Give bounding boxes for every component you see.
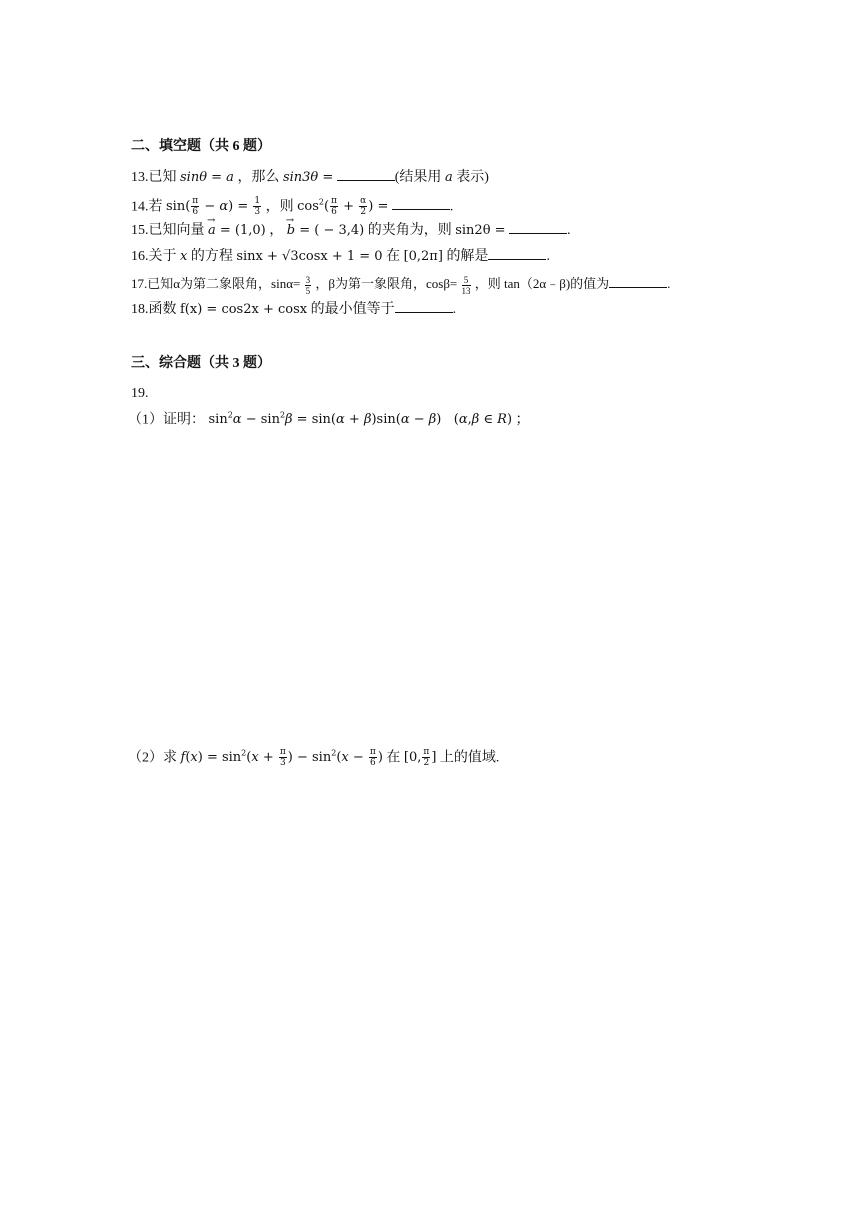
question-text: 在 — [386, 249, 401, 264]
part-label: （1）证明： — [128, 412, 205, 428]
question-18 — [131, 300, 456, 320]
answer-blank[interactable] — [395, 300, 453, 313]
question-number: 17. — [131, 276, 148, 291]
math-expression: sinθ = a — [180, 170, 234, 185]
question-number: 18. — [131, 302, 149, 317]
question-text: 在 — [386, 750, 401, 766]
question-15 — [131, 221, 571, 241]
question-text: . — [452, 302, 457, 317]
question-number: 14. — [131, 199, 149, 215]
question-text: 关于 — [148, 249, 177, 264]
part-label: （2）求 — [128, 750, 177, 766]
question-text: ， — [269, 223, 284, 238]
math-expression: $\cos^2$( $\frac{\pi}{6}$ + $\frac{\alpha}{2}$ ) = — [297, 196, 389, 218]
question-text: 已知α为第二象限角，sinα= — [147, 276, 301, 291]
section-2-heading: 二、填空题（共 6 题） — [131, 139, 271, 154]
math-expression: sin3θ = — [282, 170, 334, 185]
question-text: . — [449, 199, 454, 215]
math-expression: → b = ( − 3,4) — [287, 223, 364, 238]
math-variable: x — [180, 249, 188, 264]
question-17 — [131, 274, 670, 296]
section-3-heading: 三、综合题（共 3 题） — [131, 356, 271, 371]
math-expression: sin( $\frac{\pi}{6}$ − α) = $\frac{1}{3}$ — [166, 196, 261, 218]
math-expression: f(x) = cos2x + cosx — [180, 302, 308, 317]
math-expression: → a = (1,0) — [208, 223, 266, 238]
question-13 — [131, 168, 489, 188]
answer-blank[interactable] — [609, 275, 667, 288]
question-text: . — [546, 249, 550, 264]
question-text: 的夹角为，则 — [367, 223, 452, 238]
question-text: ，β为第一象限角，cosβ= — [315, 276, 458, 291]
question-text: 的方程 — [190, 249, 233, 264]
question-text: 若 — [148, 199, 163, 215]
fraction: $\frac{3}{5}$ — [305, 274, 311, 296]
question-text: 已知向量 — [148, 223, 205, 238]
math-expression: [0,2π] — [403, 249, 443, 264]
math-variable: a — [444, 170, 453, 185]
question-text: 的解是 — [446, 249, 489, 264]
question-text: (结果用 — [394, 170, 442, 185]
question-text: 已知 — [148, 170, 177, 185]
question-text: ； — [515, 412, 530, 428]
question-19-part-1 — [128, 406, 530, 430]
math-expression: [0, $\frac{\pi}{2}$ ] — [403, 747, 437, 769]
answer-blank[interactable] — [509, 221, 567, 234]
question-text: 上的值域. — [439, 750, 500, 766]
math-expression: $\sin^2\alpha - \sin^2\beta = \sin(\alpha + \beta)\sin(\alpha - \beta)$ (α,β ∈ R) — [208, 411, 513, 428]
question-16 — [131, 247, 550, 267]
question-number: 13. — [131, 170, 149, 185]
question-number: 16. — [131, 249, 149, 264]
answer-blank[interactable] — [337, 168, 395, 181]
question-text: . — [567, 223, 571, 238]
question-text: 表示) — [456, 170, 489, 185]
answer-blank[interactable] — [392, 197, 450, 210]
question-text: ，则 — [265, 199, 294, 215]
fraction: $\frac{5}{13}$ — [461, 274, 471, 296]
answer-blank[interactable] — [488, 247, 546, 260]
question-text: ，则 tan（2α﹣β)的值为 — [474, 276, 610, 291]
question-text: 函数 — [148, 302, 177, 317]
question-text: . — [667, 276, 671, 291]
question-text: 的最小值等于 — [310, 302, 395, 317]
math-expression: $f(x) = \sin^2(x$ + $\frac{\pi}{3}$ ) − $\sin^2(x$ − $\frac{\pi}{6}$ ) — [180, 747, 383, 769]
question-19-part-2 — [128, 744, 499, 768]
math-expression: sin2θ = — [455, 223, 506, 238]
math-expression: sinx + √3cosx + 1 = 0 — [236, 249, 383, 264]
question-number: 15. — [131, 223, 149, 238]
question-text: ，那么 — [237, 170, 280, 185]
question-19-number: 19. — [131, 386, 149, 401]
